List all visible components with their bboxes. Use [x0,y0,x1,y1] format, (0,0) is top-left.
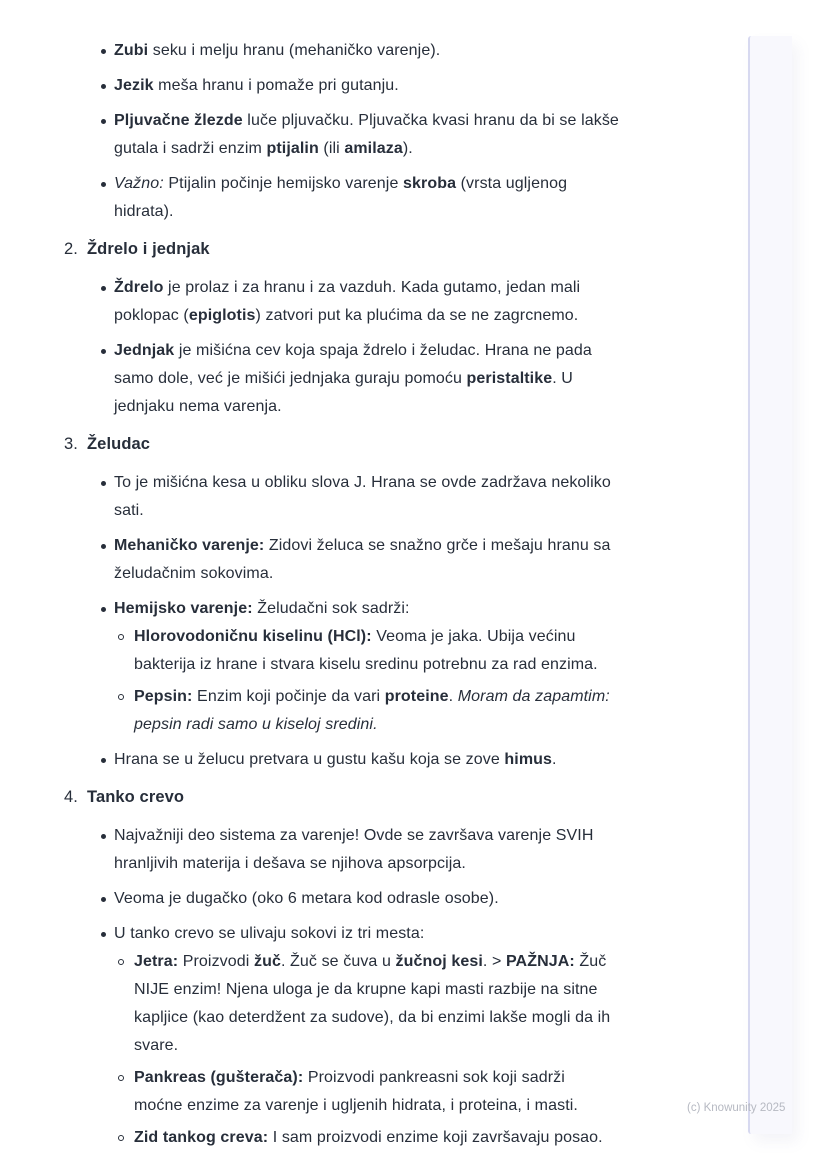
bullet-disc-icon [101,182,106,187]
text-segment: Hrana se u želucu pretvara u gustu kašu koja se zove [114,751,505,768]
list-item-level1 [64,920,746,1152]
bullet-disc-icon [101,119,106,124]
text-line [114,107,746,135]
list-item-level1 [64,72,746,100]
bold-text: Pepsin: [134,688,193,705]
document-section [64,783,746,1152]
bold-text: epiglotis [188,307,256,324]
text-segment: I sam proizvodi enzime koji završavaju posao. [268,1129,603,1146]
bullet-disc-icon [101,481,106,486]
text-line [114,885,746,913]
text-segment: želudačnim sokovima. [114,565,274,582]
text-line [114,337,746,365]
text-line [114,393,746,421]
bold-text: Zubi [114,42,149,59]
text-line [114,469,746,497]
text-line [134,1092,746,1120]
bold-text: Jetra: [134,953,179,970]
bullet-disc-icon [101,84,106,89]
bold-text: Ždrelo [114,279,164,296]
text-segment: Proizvodi pankreasni sok koji sadrži [303,1069,565,1086]
bullet-disc-icon [101,834,106,839]
bullet-disc-icon [101,49,106,54]
text-line [134,1004,746,1032]
section-number: 4. [64,788,78,806]
italic-text: pepsin radi samo u kiseloj sredini. [134,716,378,733]
bold-text: žučnoj kesi [395,953,483,970]
bullet-list [64,37,746,226]
bullet-list [64,274,746,421]
bold-text: Pankreas (gušterača): [134,1069,304,1086]
next-page-edge [748,36,792,1134]
bullet-circle-icon [118,694,124,700]
text-segment: kapljice (kao deterdžent za sudove), da bi enzimi lakše mogli da ih [134,1009,611,1026]
bold-text: žuč [253,953,281,970]
list-item-level1 [64,822,746,878]
text-line [114,135,746,163]
list-item-level1 [64,469,746,525]
text-line [134,1064,746,1092]
bold-text: peristaltike [466,370,553,387]
text-line [114,746,746,774]
text-segment: poklopac ( [114,307,189,324]
text-segment: ) zatvori put ka plućima da se ne zagrcnemo. [255,307,579,324]
section-heading [64,235,746,263]
text-segment: Enzim koji počinje da vari [192,688,385,705]
section-title: Tanko crevo [87,788,185,806]
list-item-level1 [64,37,746,65]
section-heading [64,783,746,811]
text-segment: NIJE enzim! Njena uloga je da krupne kapi masti razbije na sitne [134,981,598,998]
bullet-circle-icon [118,1135,124,1141]
bold-text: Jezik [114,77,154,94]
text-segment: ). [402,140,413,157]
bullet-disc-icon [101,349,106,354]
text-segment: To je mišićna kesa u obliku slova J. Hrana se ovde zadržava nekoliko [114,474,611,491]
section-title: Ždrelo i jednjak [87,240,210,258]
text-segment: je prolaz i za hranu i za vazduh. Kada gutamo, jedan mali [163,279,581,296]
document-section [64,37,746,226]
italic-text: Važno: [114,175,164,192]
text-line [134,683,746,711]
text-segment: . > [482,953,506,970]
text-segment: Žuč [574,953,607,970]
section-number: 2. [64,240,78,258]
text-segment: U tanko crevo se ulivaju sokovi iz tri mesta: [114,925,425,942]
document-section [64,430,746,774]
sub-bullet-list [114,623,746,739]
bold-text: himus [504,751,553,768]
copyright-watermark: (c) Knowunity 2025 [687,1102,786,1114]
list-item-level1 [64,107,746,163]
text-line [114,37,746,65]
section-heading [64,430,746,458]
bullet-circle-icon [118,1075,124,1081]
text-segment: samo dole, već je mišići jednjaka guraju pomoću [114,370,467,387]
text-line [134,976,746,1004]
list-item-level2 [114,1064,746,1120]
bullet-disc-icon [101,607,106,612]
text-line [134,948,746,976]
bullet-disc-icon [101,544,106,549]
text-segment: . [448,688,458,705]
section-title: Želudac [87,435,151,453]
bullet-circle-icon [118,634,124,640]
text-segment: svare. [134,1037,179,1054]
text-segment: (vrsta ugljenog [456,175,568,192]
text-segment: Proizvodi [178,953,254,970]
text-segment: Želudačni sok sadrži: [252,600,410,617]
list-item-level1 [64,746,746,774]
text-line [114,198,746,226]
text-line [114,920,746,948]
list-item-level1 [64,885,746,913]
bold-text: Zid tankog creva: [134,1129,269,1146]
list-item-level2 [114,948,746,1060]
text-segment: Ptijalin počinje hemijsko varenje [163,175,403,192]
document-section [64,235,746,421]
text-line [114,170,746,198]
text-segment: hranljivih materija i dešava se njihova apsorpcija. [114,855,466,872]
text-line [134,1032,746,1060]
text-line [114,72,746,100]
bold-text: ptijalin [266,140,319,157]
text-line [134,623,746,651]
text-segment: (ili [318,140,345,157]
text-line [114,497,746,525]
text-segment: moćne enzime za varenje i ugljenih hidrata, i proteina, i masti. [134,1097,578,1114]
sub-bullet-list [114,948,746,1152]
text-segment: gutala i sadrži enzim [114,140,267,157]
list-item-level1 [64,274,746,330]
bullet-list [64,822,746,1152]
text-segment: Veoma je jaka. Ubija većinu [371,628,576,645]
list-item-level2 [114,683,746,739]
list-item-level2 [114,1124,746,1152]
text-line [134,1124,746,1152]
bold-text: Jednjak [114,342,175,359]
bold-text: Mehaničko varenje: [114,537,265,554]
text-line [114,822,746,850]
text-line [114,850,746,878]
bold-text: proteine [384,688,449,705]
text-line [134,651,746,679]
list-item-level1 [64,532,746,588]
text-segment: luče pljuvačku. Pljuvačka kvasi hranu da bi se lakše [242,112,619,129]
bold-text: Hemijsko varenje: [114,600,253,617]
list-item-level1 [64,337,746,421]
text-line [114,365,746,393]
bold-text: Pljuvačne žlezde [114,112,243,129]
text-segment: Zidovi želuca se snažno grče i mešaju hranu sa [264,537,611,554]
text-line [134,711,746,739]
list-item-level1 [64,170,746,226]
text-segment: Veoma je dugačko (oko 6 metara kod odrasle osobe). [114,890,499,907]
text-segment: . U [552,370,573,387]
list-item-level1 [64,595,746,739]
text-segment: seku i melju hranu (mehaničko varenje). [148,42,441,59]
bullet-circle-icon [118,959,124,965]
italic-text: Moram da zapamtim: [457,688,610,705]
text-segment: jednjaku nema varenja. [114,398,282,415]
text-segment: Najvažniji deo sistema za varenje! Ovde se završava varenje SVIH [114,827,594,844]
bold-text: Hlorovodoničnu kiselinu (HCl): [134,628,372,645]
bullet-disc-icon [101,897,106,902]
bold-text: skroba [403,175,457,192]
list-item-level2 [114,623,746,679]
text-segment: meša hranu i pomaže pri gutanju. [153,77,399,94]
text-line [114,302,746,330]
text-line [114,274,746,302]
bullet-list [64,469,746,774]
text-line [114,560,746,588]
text-segment: bakterija iz hrane i stvara kiselu sredinu potrebnu za rad enzima. [134,656,598,673]
text-segment: . Žuč se čuva u [280,953,396,970]
document-content [64,37,746,1159]
bold-text: PAŽNJA: [505,953,575,970]
section-number: 3. [64,435,78,453]
text-segment: hidrata). [114,203,174,220]
text-segment: je mišićna cev koja spaja ždrelo i želudac. Hrana ne pada [174,342,592,359]
bullet-disc-icon [101,758,106,763]
text-line [114,595,746,623]
bold-text: amilaza [344,140,403,157]
text-line [114,532,746,560]
bullet-disc-icon [101,286,106,291]
text-segment: . [552,751,557,768]
bullet-disc-icon [101,932,106,937]
text-segment: sati. [114,502,144,519]
